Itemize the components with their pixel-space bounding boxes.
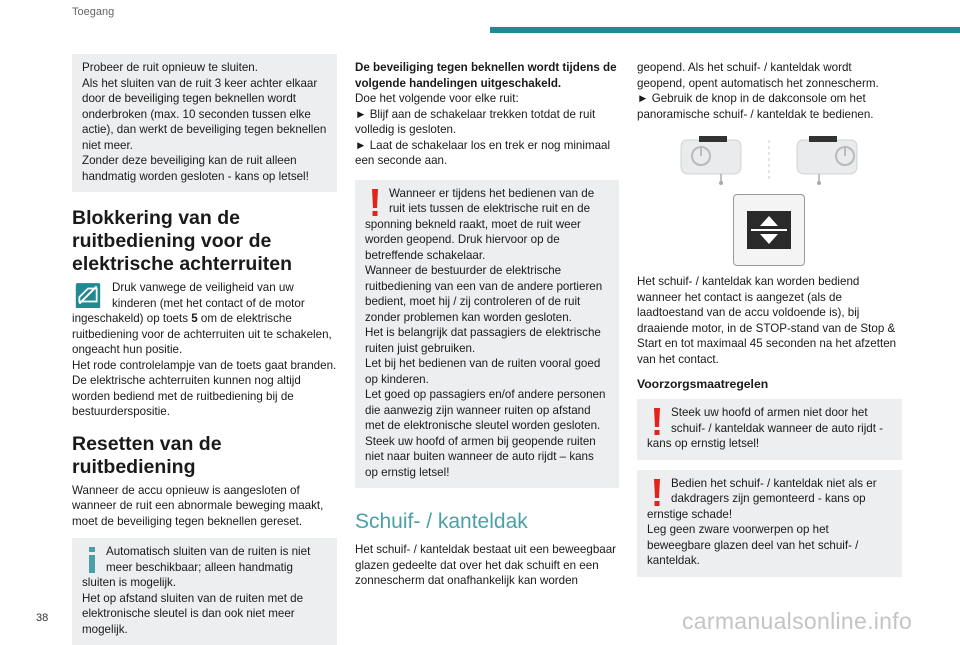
precaution-line: Leg geen zware voorwerpen op het beweegbare glazen deel van het schuif- / kanteldak. [647,523,859,567]
window-lock-text-a: Druk vanwege de veiligheid van uw kinderen (met het contact of de motor ingeschakeld) op toets [72,281,305,325]
info-icon [86,547,98,573]
window-lock-section [72,280,337,420]
column-2 [355,60,619,589]
heading-window-lock: Blokkering van de ruitbediening voor de elektrische achterruiten [72,207,293,275]
precaution-line: Steek uw hoofd of armen niet door het schuif- / kanteldak wanneer de auto rijdt - kans op ernstig letsel! [647,406,884,450]
roof-console-figure [637,122,902,262]
warning-icon [369,189,381,217]
info-note-line: Automatisch sluiten van de ruiten is niet meer beschikbaar; alleen handmatig sluiten is mogelijk. [82,545,311,589]
reset-para: Wanneer de accu opnieuw is aangesloten of wanneer de ruit een abnormale beweging maakt, moet de beveiliging tegen beknellen gereset. [72,483,324,528]
heading-precautions: Voorzorgsmaatregelen [637,377,769,391]
header-section-label: Toegang [72,6,115,18]
precaution-line: Bedien het schuif- / kanteldak niet als er dakdragers zijn gemonteerd - kans op ernstige schade! [647,476,877,521]
window-lock-key: 5 [191,312,198,325]
page-number: 38 [36,612,49,624]
intro-note-line: Zonder deze beveiliging kan de ruit alleen handmatig worden gesloten - kans op letsel! [82,154,309,183]
heading-reset: Resetten van de ruitbediening [72,432,222,478]
info-note-line: Het op afstand sluiten van de ruiten met de elektronische sleutel is dan ook niet meer mogelijk. [82,591,304,636]
heading-sunroof: Schuif- / kanteldak [355,510,528,533]
anti-pinch-bold-intro: De beveiliging tegen beknellen wordt tijdens de volgende handelingen uitgeschakeld. [355,61,617,90]
warning-icon [651,479,663,507]
intro-note-line: Probeer de ruit opnieuw te sluiten. [82,61,258,74]
sunroof-button[interactable] [733,194,805,266]
column-1 [72,54,337,645]
precaution-warning-box [637,470,902,577]
warning-line: Wanneer de bestuurder de elektrische ruitbediening van een van de andere portieren bedient, moet hij / zij controleren of de ruit zonder problemen kan worden gesloten. [365,264,603,324]
window-lock-text-b: om de elektrische ruitbediening voor de achterruiten uit te schakelen, ongeacht hun positie. [72,312,332,356]
warning-icon [651,408,663,436]
window-lock-button-icon [72,282,104,308]
sunroof-para: Het schuif- / kanteldak bestaat uit een beweegbaar glazen gedeelte dat over het dak schuift en een zonnescherm dat onafhankelijk kan worden [355,543,617,587]
precaution-warning-box [637,399,902,460]
warning-box [355,180,619,489]
anti-pinch-para: Doe het volgende voor elke ruit: [355,92,519,105]
anti-pinch-step: ► Laat de schakelaar los en trek er nog minimaal een seconde aan. [355,138,611,167]
anti-pinch-step: ► Blijf aan de schakelaar trekken totdat de ruit volledig is gesloten. [355,107,596,136]
warning-line: Het is belangrijk dat passagiers de elektrische ruiten juist gebruiken. [365,326,601,355]
warning-line: Steek uw hoofd of armen bij geopende ruiten niet naar buiten wanneer de auto rijdt – kans op ernstig letsel! [365,434,596,479]
column-3 [637,60,902,577]
sunroof-step: ► Gebruik de knop in de dakconsole om het panoramische schuif- / kanteldak te bedienen. [637,92,874,121]
watermark: carmanualsonline.info [682,608,913,634]
header-accent-bar [490,27,960,33]
intro-note-box [72,54,337,192]
window-lock-para: Het rode controlelampje van de toets gaat branden. [72,358,337,372]
sunroof-open-close-icon [734,195,804,265]
sunroof-para: geopend. Als het schuif- / kanteldak wordt geopend, opent automatisch het zonnescherm. [637,61,879,90]
window-lock-para: De elektrische achterruiten kunnen nog altijd worden bediend met de ruitbediening bij de bestuurderspositie. [72,374,301,418]
intro-note-line: Als het sluiten van de ruit 3 keer achter elkaar door de beveiliging tegen beknellen wordt onderbroken (max. 10 seconden tussen elke actie), dan werkt de beveiliging tegen beknellen niet meer. [82,76,327,152]
warning-line: Let goed op passagiers en/of andere personen die aanwezig zijn wanneer ruiten op afstand met de elektronische sleutel worden gesloten. [365,388,606,432]
sunroof-conditions-para: Het schuif- / kanteldak kan worden bediend wanneer het contact is aangezet (als de laadtoestand van de accu voldoende is), bij draaiende motor, in de STOP-stand van de Stop & Start en tot maximaal 45 seconden na het afzetten van het contact. [637,275,897,366]
warning-line: Let bij het bedienen van de ruiten vooral goed op kinderen. [365,357,601,386]
info-note-box [72,538,337,645]
window-lock-para [72,280,337,358]
warning-line: Wanneer er tijdens het bedienen van de ruit iets tussen de elektrische ruit en de sponning bekneld raakt, moet de ruit weer worden geopend. Druk hiervoor op de betreffende schakelaar. [365,186,595,262]
